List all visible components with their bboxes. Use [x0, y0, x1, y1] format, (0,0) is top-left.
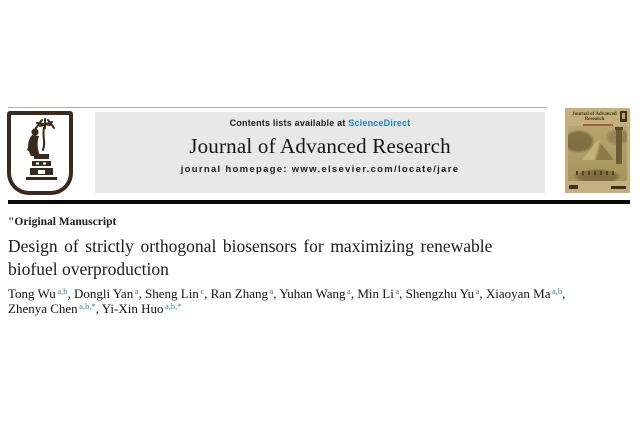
- author-affiliation-superscript: c: [200, 286, 205, 296]
- author-name: Shengzhu Yu: [405, 286, 475, 301]
- author-name: Min Li: [357, 286, 394, 301]
- contents-lists-line: [95, 112, 545, 128]
- author-affiliation-superscript: a: [347, 286, 351, 296]
- cover-tower-shape: [616, 130, 622, 164]
- cover-illustration: [568, 126, 627, 181]
- elsevier-logo: [7, 111, 73, 195]
- journal-title: Journal of Advanced Research: [189, 134, 451, 158]
- author-name: Yi-Xin Huo: [101, 300, 164, 316]
- author-name: Ran Zhang: [210, 286, 268, 301]
- cover-emblem-icon: [620, 111, 627, 122]
- journal-cover-thumbnail: [565, 108, 630, 193]
- author-name: Zhenya Chen: [8, 300, 78, 316]
- journal-banner: [95, 112, 545, 193]
- author-name: Tong Wu: [8, 286, 56, 301]
- author-name: Xiaoyan Ma: [485, 286, 551, 301]
- sciencedirect-link[interactable]: ScienceDirect: [348, 118, 411, 128]
- author-affiliation-superscript: a,b,*: [164, 300, 182, 311]
- author-affiliation-superscript: a,b,*: [79, 300, 96, 311]
- author-list: Tong Wu $^{a,b}$, Dongli Yan $^a$, Sheng Lin $^c$, Ran Zhang $^a$, Yuhan Wang $^a$, Min Li $^a$, Shengzhu Yu $^a$, Xiaoyan Ma $^{a,b}$, Zhenya Chen $^{a,b,*}$, Yi-Xin Huo $^{a,b,*}$: [8, 286, 566, 316]
- author-name: Dongli Yan: [73, 286, 134, 301]
- author-affiliation-superscript: a,b: [552, 286, 563, 296]
- cover-journal-title: Journal of Advanced Research: [572, 112, 617, 122]
- cover-figures-strip: [576, 171, 618, 175]
- contents-lists-text: Contents lists available at: [229, 118, 349, 128]
- author-affiliation-superscript: a,b: [57, 286, 68, 296]
- author-name: Yuhan Wang: [279, 286, 346, 301]
- article-type-label: "Original Manuscript: [8, 216, 117, 228]
- cover-publisher-mark-right: [611, 186, 626, 189]
- banner-top-divider: [8, 107, 547, 108]
- elsevier-tree-icon: [15, 116, 65, 184]
- author-name: Sheng Lin: [145, 286, 199, 301]
- article-title-line2: biofuel overproduction: [8, 258, 169, 279]
- journal-homepage-url[interactable]: journal homepage: www.elsevier.com/locate/jare: [180, 164, 460, 175]
- author-affiliation-superscript: a: [134, 286, 139, 296]
- author-affiliation-superscript: a: [395, 286, 400, 296]
- cover-publisher-mark-left: [569, 185, 578, 189]
- article-title-line1: Design of strictly orthogonal biosensors for maximizing renewable: [8, 236, 493, 256]
- article-title: [8, 235, 492, 280]
- cover-pyramid-shape: [582, 140, 614, 160]
- header-bottom-rule: [8, 200, 630, 204]
- author-affiliation-superscript: a: [269, 286, 274, 296]
- author-affiliation-superscript: a: [475, 286, 480, 296]
